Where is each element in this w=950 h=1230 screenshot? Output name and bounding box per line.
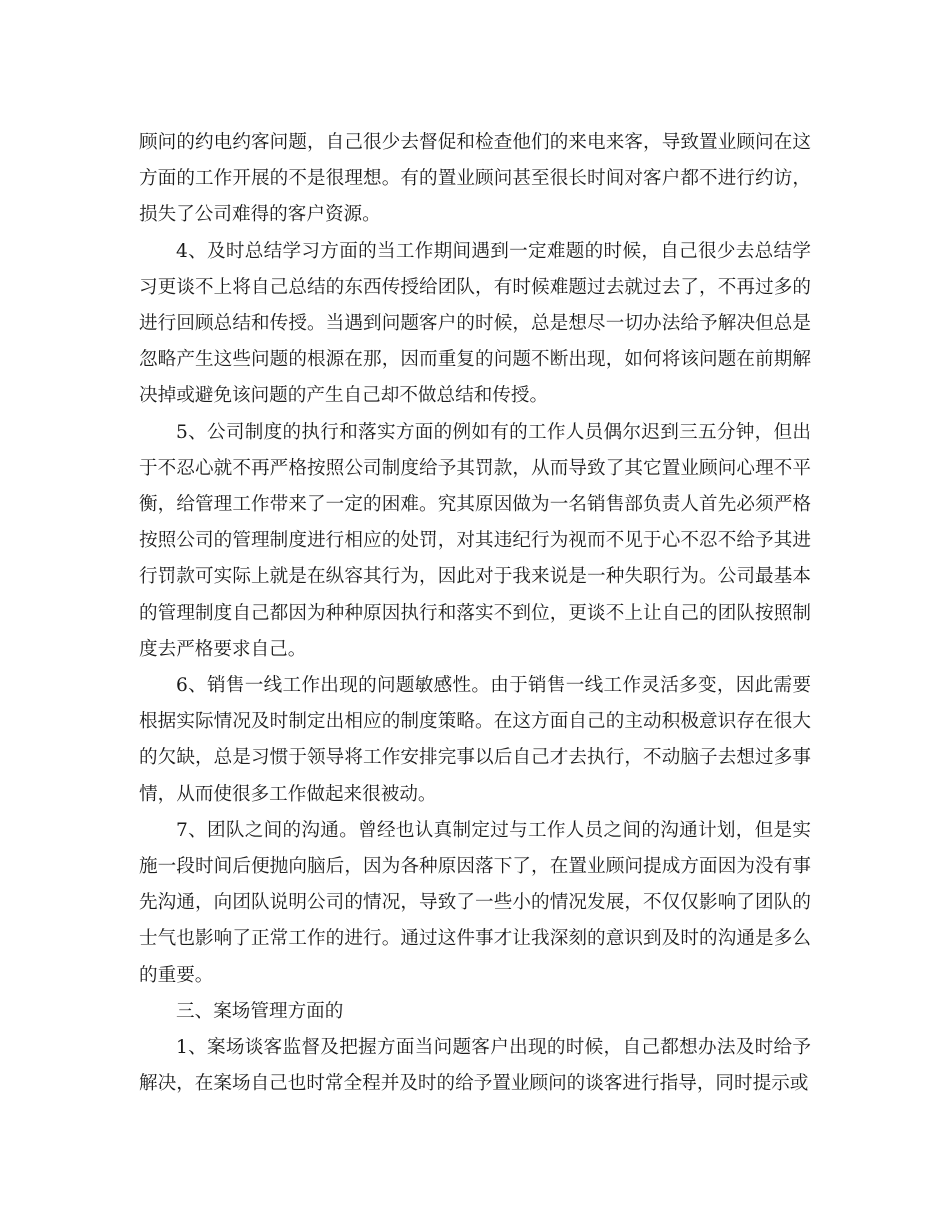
paragraph-continuation: 顾问的约电约客问题，自己很少去督促和检查他们的来电来客，导致置业顾问在这方面的工作开展的不是很理想。有的置业顾问甚至很长时间对客户都不进行约访，损失了公司难得的客户资源。 [139,132,811,226]
paragraph-section3-item-1: 1、案场谈客监督及把握方面当问题客户出现的时候，自己都想办法及时给予解决，在案场自己也时常全程并及时的给予置业顾问的谈客进行指导，同时提示或 [139,1037,811,1095]
document-body [139,125,811,1102]
section-heading-3: 三、案场管理方面的 [176,1000,344,1022]
paragraph-item-5: 5、公司制度的执行和落实方面的例如有的工作人员偶尔迟到三五分钟，但出于不忍心就不再严格按照公司制度给予其罚款，从而导致了其它置业顾问心理不平衡，给管理工作带来了一定的困难。究其原因做为一名销售部负责人首先必须严格按照公司的管理制度进行相应的处罚，对其违纪行为视而不见于心不忍不给予其进行罚款可实际上就是在纵容其行为，因此对于我来说是一种失职行为。公司最基本的管理制度自己都因为种种原因执行和落实不到位，更谈不上让自己的团队按照制度去严格要求自己。 [139,421,811,660]
paragraph-item-4: 4、及时总结学习方面的当工作期间遇到一定难题的时候，自己很少去总结学习更谈不上将自己总结的东西传授给团队，有时候难题过去就过去了，不再过多的进行回顾总结和传授。当遇到问题客户的时候，总是想尽一切办法给予解决但总是忽略产生这些问题的根源在那，因而重复的问题不断出现，如何将该问题在前期解决掉或避免该问题的产生自己却不做总结和传授。 [139,240,811,407]
paragraph-item-6: 6、销售一线工作出现的问题敏感性。由于销售一线工作灵活多变，因此需要根据实际情况及时制定出相应的制度策略。在这方面自己的主动积极意识存在很大的欠缺，总是习惯于领导将工作安排完事以后自己才去执行，不动脑子去想过多事情，从而使很多工作做起来很被动。 [139,675,811,805]
paragraph-item-7: 7、团队之间的沟通。曾经也认真制定过与工作人员之间的沟通计划，但是实施一段时间后便抛向脑后，因为各种原因落下了，在置业顾问提成方面因为没有事先沟通，向团队说明公司的情况，导致了一些小的情况发展，不仅仅影响了团队的士气也影响了正常工作的进行。通过这件事才让我深刻的意识到及时的沟通是多么的重要。 [139,819,811,986]
